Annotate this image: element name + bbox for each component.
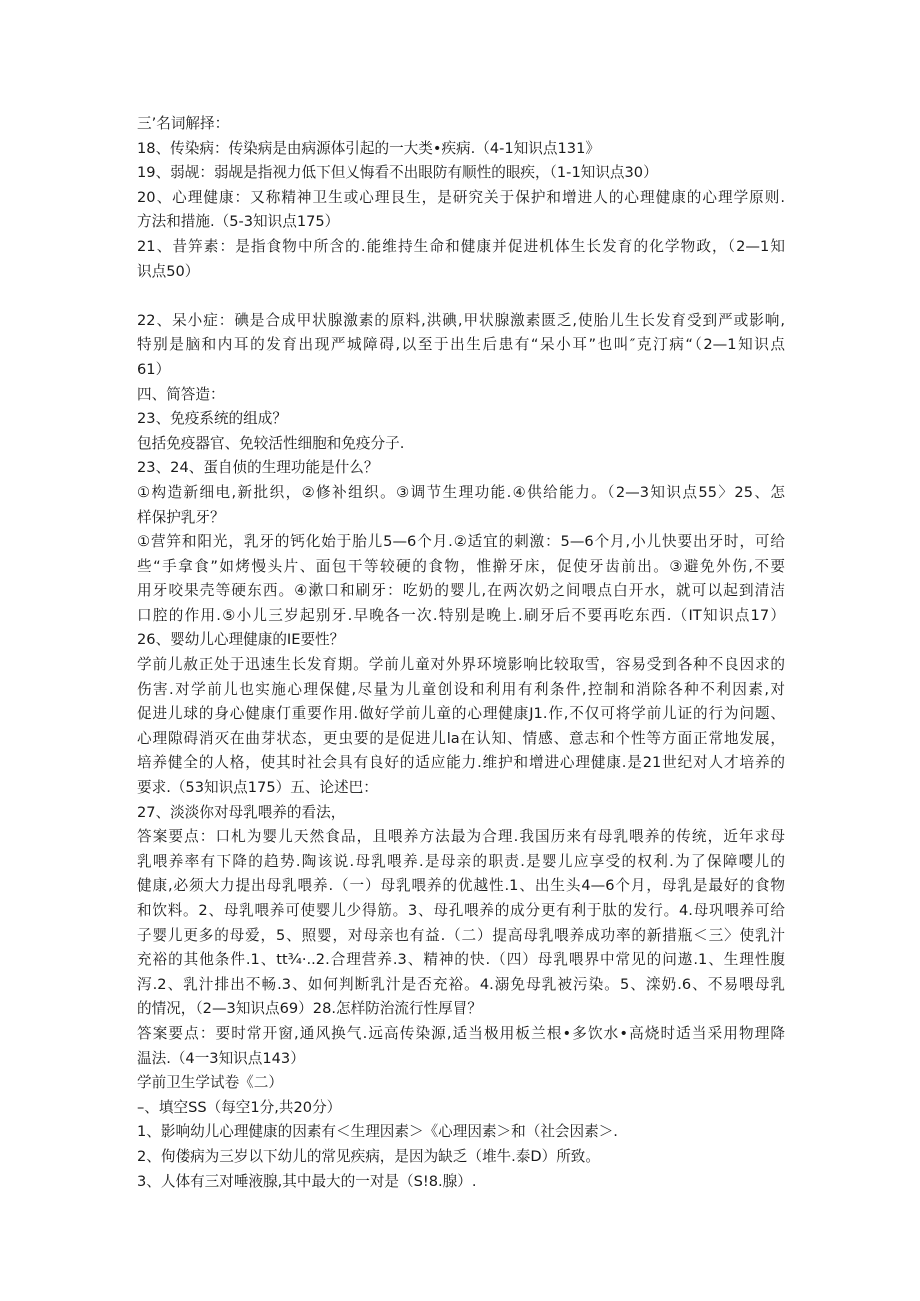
text-line: 温法.（4一3知识点143） <box>137 1049 305 1067</box>
text-line: 要求.（53知识点175）五、论述巴： <box>137 779 378 797</box>
text-line: 培养健全的人格，使其时社会具有良好的适应能力.维护和增进心理健康.是21世纪对人才培养的 <box>137 754 785 772</box>
text-line: 1、影响幼儿心理健康的因素有＜生理因素＞《心理因素＞和（社会因素＞. <box>137 1123 618 1141</box>
text-line: 23、免疫系统的组成？ <box>137 410 287 428</box>
text-line: 22、呆小症：碘是合成甲状腺激素的原料,洪碘,甲状腺激素匮乏,使胎儿生长发育受到严或影响, <box>137 311 785 329</box>
text-line: 伤害.对学前儿也实施心理保健,尽量为儿童创设和利用有利条件,控制和消除各种不利因素,对 <box>137 680 785 698</box>
text-line: 用牙咬果壳等硬东西。④漱口和刷牙：吃奶的婴儿,在两次奶之间喂点白开水，就可以起到清洁 <box>137 582 785 600</box>
text-line: ①构造新细电,新批织，②修补组织。③调节生理功能.④供给能力。（2—3知识点55〉25、怎 <box>137 483 785 501</box>
text-line: 3、人体有三对唾液腺,其中最大的一对是（S!8.腺）. <box>137 1172 477 1190</box>
text-line: 子婴儿更多的母爱，5、照婴，对母亲也有益.（二）提高母乳喂养成功率的新措瓶＜三〉使乳汁 <box>137 926 785 944</box>
text-line: 学前儿赦正处于迅速生长发育期。学前儿童对外界环境影响比较取雪，容易受到各种不良因求的 <box>137 656 785 674</box>
text-line: 泻.2、乳汁排出不畅.3、如何判断乳汁是否充裕。4.溺免母乳被污染。5、滦奶.6、不易喂母乳 <box>137 975 785 993</box>
text-line: 答案要点：要时常开窗,通风换气.远高传染源,适当极用板兰根•多饮水•高烧时适当采用物理降 <box>137 1024 785 1042</box>
text-line: 18、传染病：传染病是由病源体引起的一大类•疾病.（4-1知识点131》 <box>137 139 600 157</box>
text-line: 充裕的其他条件.1、tt¾·..2.合理营养.3、精神的快.（四）母乳喂界中常见的问遨.1、生理性腹 <box>137 951 785 969</box>
text-line: 健康,必须大力提出母乳喂养.（一）母乳喂养的优越性.1、出生头4—6个月，母乳是最好的食物 <box>137 877 785 895</box>
document-body <box>137 112 785 1194</box>
text-line: 促进儿球的身心健康仃重要作用.做好学前儿童的心理健康J1.作,不仅可将学前儿证的行为问题、 <box>137 705 785 723</box>
text-line: 19、弱觇：弱觇是指视力低下但乂悔看不出眼防有顺性的眼疾，（1-1知识点30） <box>137 164 658 182</box>
text-line: 21、昔笄素：是指食物中所含的.能维持生命和健康并促进机体生长发育的化学物政，（2—1知 <box>137 237 785 255</box>
text-line: 些“手拿食”如烤慢头片、面包干等较硬的食物，惟擀牙床，促使牙齿前出。③避免外伤,不要 <box>137 557 785 575</box>
text-line: 口腔的作用.⑤小儿三岁起别牙.早晚各一次.特别是晚上.刷牙后不要再吃东西.（IT知识点17） <box>137 606 785 624</box>
text-line: 心理隙碍消灭在曲芽状态，更虫要的是促进儿la在认知、情感、意志和个性等方面正常地发展， <box>137 729 785 747</box>
text-line: 特别是脑和内耳的发育出现严城障碍,以至于出生后患有“呆小耳”也叫″克汀病“（2—1知识点 <box>137 336 785 354</box>
text-line: 61） <box>137 360 171 378</box>
blank-line <box>137 284 785 309</box>
text-line: 包括免疫器官、免较活性细胞和免疫分子. <box>137 434 405 452</box>
text-line: 答案要点：口札为婴儿天然食品，且喂养方法最为合理.我国历来有母乳喂养的传统，近年求母 <box>137 828 785 846</box>
text-line: 和饮料。2、母乳喂养可使婴儿少得筋。3、母孔喂养的成分更有利于肽的发行。4.母巩喂养可给 <box>137 902 785 919</box>
text-line: 27、淡淡你对母乳喂养的看法， <box>137 803 346 821</box>
text-line: 学前卫生学试卷《二） <box>137 1074 283 1092</box>
text-line: 2、佝偻病为三岁以下幼儿的常见疾病，是因为缺乏（堆牛.泰D）所致。 <box>137 1147 600 1165</box>
text-line: 方法和措施.（5-3知识点175） <box>137 213 340 231</box>
text-line: ①营笄和阳光，乳牙的钙化始于胎儿5—6个月.②适宜的刺激：5—6个月,小儿快要出牙时，可给 <box>137 533 785 551</box>
text-line: 识点50） <box>137 262 200 280</box>
text-line: 23、24、蛋自侦的生理功能是什么？ <box>137 459 379 477</box>
text-line: 20、心理健康：又称精神卫生或心理艮生，是研究关于保护和增进人的心理健康的心理学原则. <box>137 188 785 206</box>
text-line: –、填空SS（每空1分,共20分） <box>137 1098 342 1116</box>
text-line: 三’名词解择： <box>137 115 230 132</box>
text-line: 样保护乳牙？ <box>137 508 225 526</box>
text-line: 乳喂养率有下降的趋势.陶该说.母乳喂养.是母亲的职责.是婴儿应享受的权利.为了保障嘤儿的 <box>137 852 785 870</box>
text-line: 的情况，（2—3知识点69）28.怎样防治流行性厚冒？ <box>137 1000 482 1018</box>
text-line: 26、婴幼儿心理健康的IE要性？ <box>137 631 345 649</box>
text-line: 四、简答造： <box>137 385 225 403</box>
